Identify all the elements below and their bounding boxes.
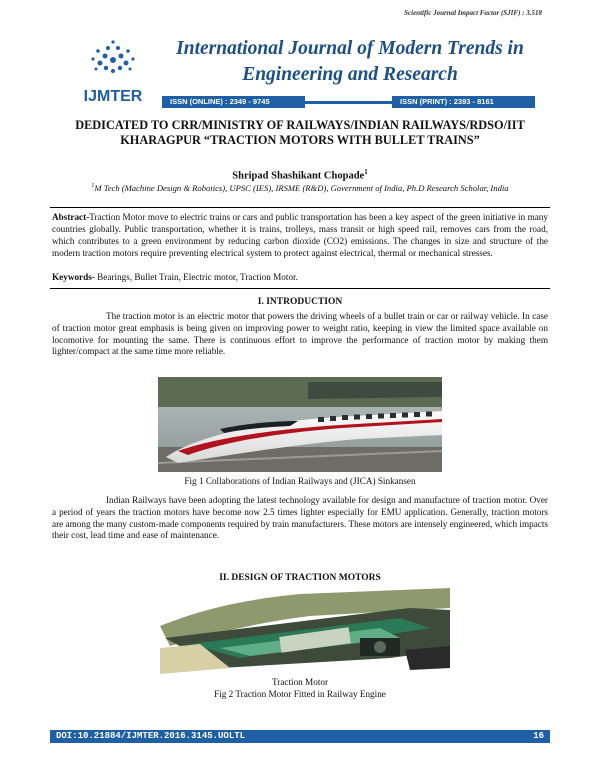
doi: DOI:10.21884/IJMTER.2016.3145.UOLTL	[56, 731, 246, 741]
introduction-paragraph-2: Indian Railways have been adopting the latest technology available for design and manufacture of traction motor. Over a period of years the traction motors have become now 2.5 times lighter especially for EMU application. Generally, traction motors are among the many custom-made components required by train manufacturers. These motors are intensely engineered, which impacts their cost, lead time and ease of maintenance.	[52, 495, 548, 541]
abstract-label: Abstract-	[52, 212, 90, 222]
page-number: 16	[533, 731, 544, 741]
author-name	[50, 168, 550, 182]
journal-title: International Journal of Modern Trends in Engineering and Research	[176, 38, 524, 85]
traction-motor-figure	[160, 588, 450, 674]
paper-title: DEDICATED TO CRR/MINISTRY OF RAILWAYS/INDIAN RAILWAYS/RDSO/IIT KHARAGPUR “TRACTION MOTORS WITH BULLET TRAINS”	[75, 118, 525, 147]
journal-logo	[78, 38, 148, 110]
logo-text: IJMTER	[83, 88, 143, 105]
affiliation-text: M Tech (Machine Design & Robotics), UPSC (IES), IRSME (R&D), Government of India, Ph.D Research Scholar, India	[94, 182, 509, 193]
keywords-text: Bearings, Bullet Train, Electric motor, Traction Motor.	[94, 272, 298, 282]
figure-1-caption: Fig 1 Collaborations of Indian Railways and (JICA) Sinkansen	[184, 476, 416, 486]
keywords	[52, 272, 548, 282]
abstract-bottom-rule	[50, 288, 550, 289]
abstract-top-rule	[50, 207, 550, 208]
bullet-train-figure	[158, 377, 442, 472]
abstract	[52, 212, 548, 260]
impact-factor: Scientific Journal Impact Factor (SJIF) : 3.518	[404, 9, 542, 17]
section-introduction-heading: I. INTRODUCTION	[257, 297, 343, 307]
section-design-heading: II. DESIGN OF TRACTION MOTORS	[219, 573, 381, 583]
author-affiliation	[60, 181, 540, 194]
affiliation-superscript: 1	[91, 183, 95, 189]
keywords-label: Keywords-	[52, 272, 95, 282]
author-name-text: Shripad Shashikant Chopade	[232, 170, 365, 182]
introduction-paragraph: The traction motor is an electric motor that powers the driving wheels of a bullet train or car or railway vehicle. In case of traction motor great emphasis is being given on improving power to weight ratio, keeping in view the limited space available on locomotive for mounting the same. There is continuous effort to improve the performance of traction motor by making them lighter/compact at the same time more reliable.	[52, 311, 548, 357]
figure-2-caption: Fig 2 Traction Motor Fitted in Railway Engine	[214, 689, 386, 699]
issn-print: ISSN (PRINT) : 2393 - 8161	[392, 96, 535, 108]
abstract-text: Traction Motor move to electric trains or cars and public transportation has been a key aspect of the green initiative in many countries globally. Public transportation, whether it is trains, trolleys, mass transit or high speed rail, removes cars from the road, which contributes to a green environment by reducing carbon dioxide (CO2) emissions. The changes in size and structure of the modern traction motors require preventing electrical system to protect against electrical, thermal or mechanical stresses.	[52, 212, 548, 258]
figure-2-label: Traction Motor	[271, 677, 329, 687]
author-superscript: 1	[364, 168, 368, 176]
issn-online: ISSN (ONLINE) : 2349 - 9745	[162, 96, 305, 108]
